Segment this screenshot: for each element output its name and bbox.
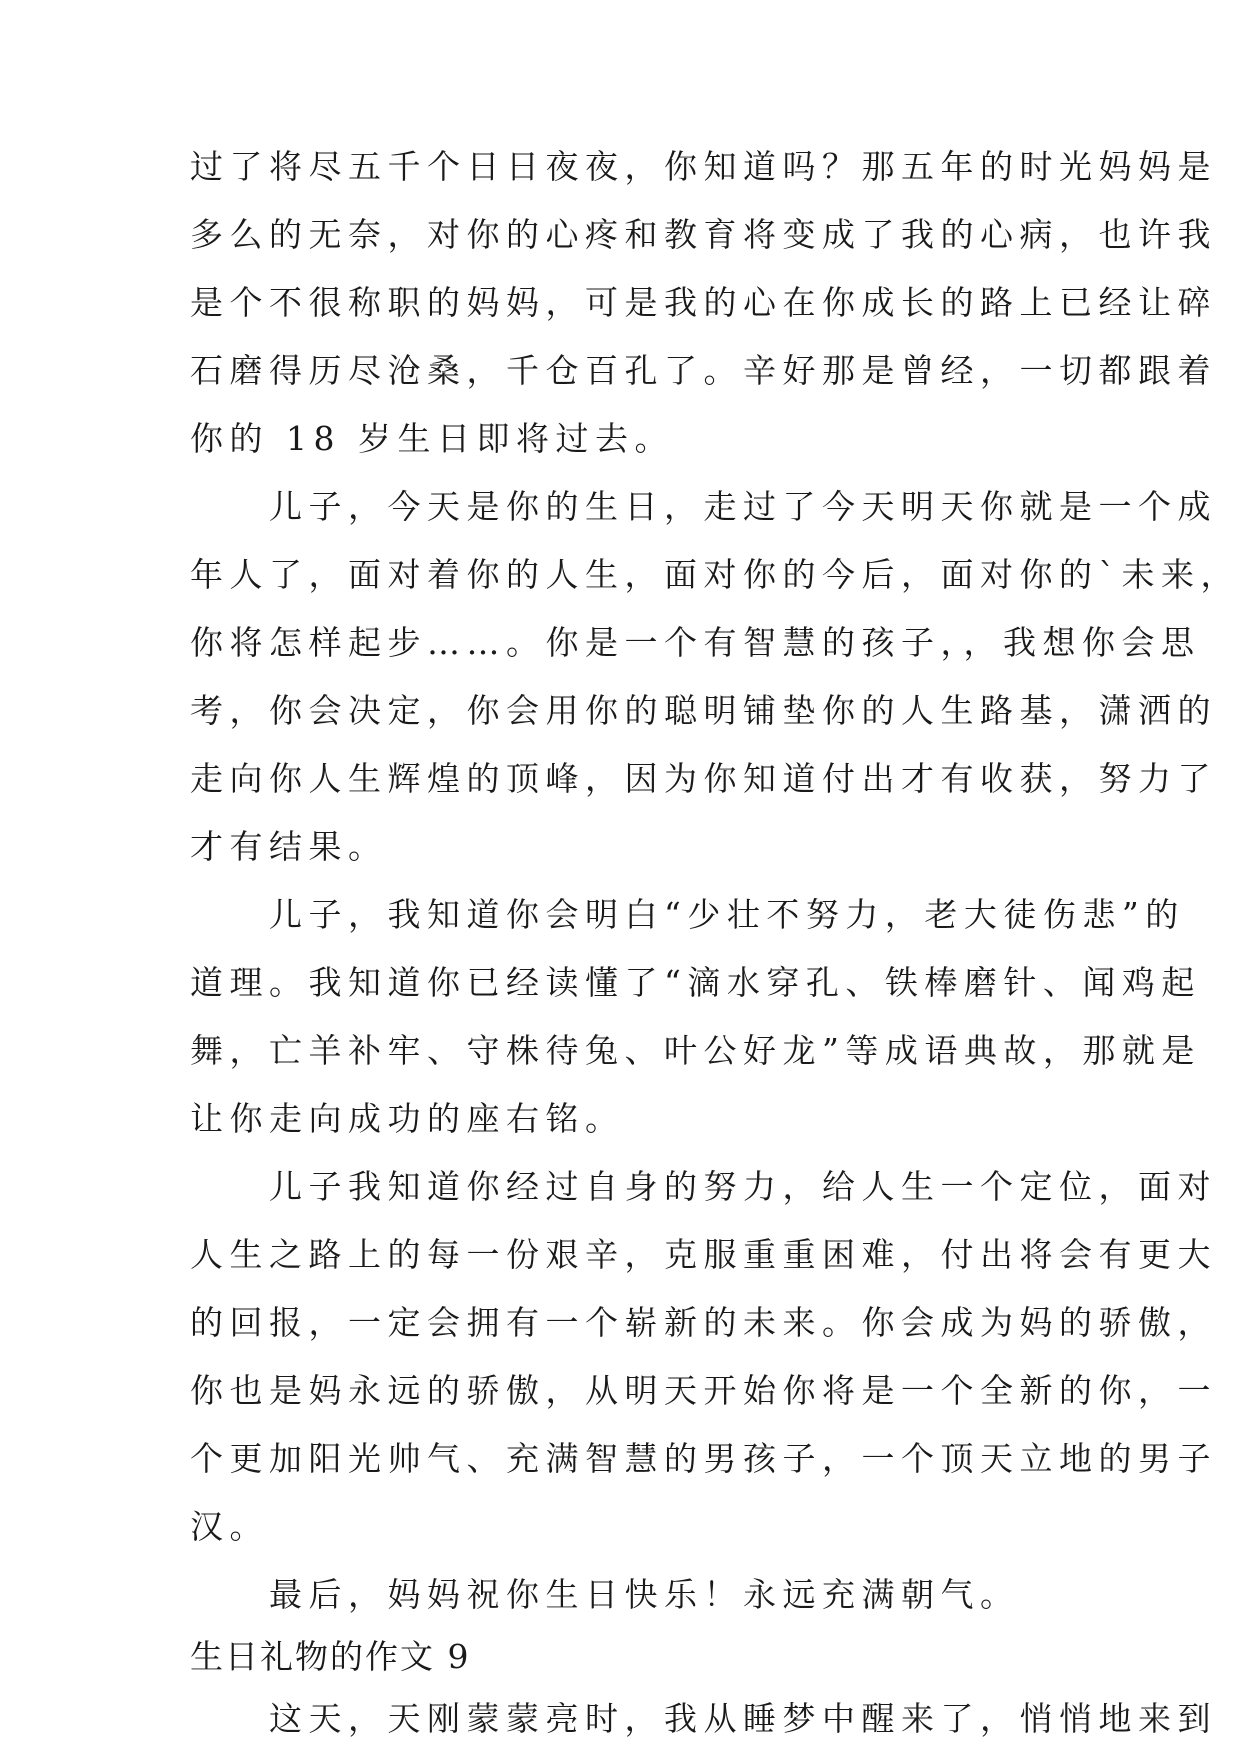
text-line: 个更加阳光帅气、充满智慧的男孩子，一个顶天立地的男子 (190, 1439, 1217, 1478)
text-line: 最后，妈妈祝你生日快乐！永远充满朝气。 (190, 1575, 1020, 1614)
text-line: 石磨得历尽沧桑，千仓百孔了。辛好那是曾经，一切都跟着 (190, 351, 1217, 390)
text-line: 是个不很称职的妈妈，可是我的心在你成长的路上已经让碎 (190, 283, 1217, 322)
text-line: 人生之路上的每一份艰辛，克服重重困难，付出将会有更大 (190, 1235, 1217, 1274)
text-line: 的回报，一定会拥有一个崭新的未来。你会成为妈的骄傲， (190, 1303, 1217, 1342)
text-line: 过了将尽五千个日日夜夜，你知道吗？那五年的时光妈妈是 (190, 147, 1217, 186)
text-line: 这天，天刚蒙蒙亮时，我从睡梦中醒来了，悄悄地来到 (190, 1699, 1217, 1738)
text-line: 你也是妈永远的骄傲，从明天开始你将是一个全新的你，一 (190, 1371, 1217, 1410)
text-line: 儿子我知道你经过自身的努力，给人生一个定位，面对 (190, 1167, 1217, 1206)
text-line: 你将怎样起步……。你是一个有智慧的孩子，，我想你会思 (190, 623, 1201, 662)
text-line: 你的 18 岁生日即将过去。 (190, 419, 674, 458)
text-line: 道理。我知道你已经读懂了“滴水穿孔、铁棒磨针、闻鸡起 (190, 963, 1201, 1002)
text-line: 才有结果。 (190, 827, 388, 866)
text-line: 舞，亡羊补牢、守株待兔、叶公好龙”等成语典故，那就是 (190, 1031, 1201, 1070)
text-line: 儿子，今天是你的生日，走过了今天明天你就是一个成 (190, 487, 1217, 526)
text-line: 年人了，面对着你的人生，面对你的今后，面对你的`未来， (190, 555, 1240, 594)
text-line: 让你走向成功的座右铭。 (190, 1099, 625, 1138)
text-line: 儿子，我知道你会明白“少壮不努力，老大徒伤悲”的 (190, 895, 1185, 934)
text-line: 走向你人生辉煌的顶峰，因为你知道付出才有收获，努力了 (190, 759, 1217, 798)
text-line: 汉。 (190, 1507, 269, 1546)
text-line: 多么的无奈，对你的心疼和教育将变成了我的心病，也许我 (190, 215, 1217, 254)
section-heading: 生日礼物的作文 9 (190, 1637, 471, 1676)
text-line: 考，你会决定，你会用你的聪明铺垫你的人生路基，潇洒的 (190, 691, 1217, 730)
